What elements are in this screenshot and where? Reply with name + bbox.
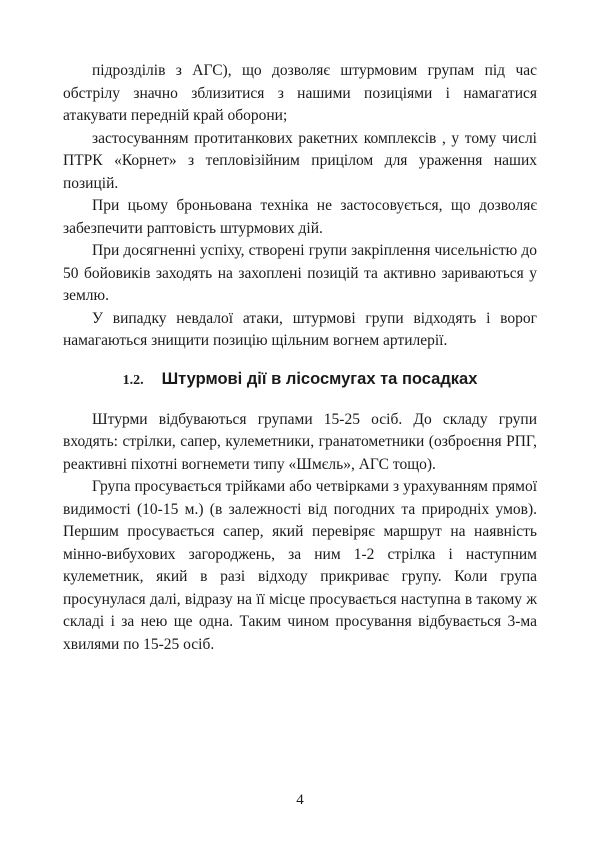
paragraph-antitank-missiles: застосуванням протитанкових ракетних комплексів , у тому числі ПТРК «Корнет» з тепловізійним прицілом для ураження наших позицій.: [63, 129, 537, 192]
paragraph-armor-not-used: При цьому броньована техніка не застосовується, що дозволяє забезпечити раптовість штурмових дій.: [63, 197, 537, 237]
document-page: [63, 60, 537, 656]
page-number: 4: [296, 792, 304, 808]
section-title: Штурмові дії в лісосмугах та посадках: [161, 369, 478, 388]
section-number: 1.2.: [122, 372, 144, 388]
paragraph-assault-groups: Штурми відбуваються групами 15-25 осіб. До складу групи входять: стрілки, сапер, кулеметники, гранатометники (озброєння РПГ, реактивні піхотні вогнемети типу «Шмєль», АГС тощо).: [63, 410, 537, 473]
paragraph-continuation: підрозділів з АГС), що дозволяє штурмовим групам під час обстрілу значно зблизитися з нашими позиціями і намагатися атакувати передній край оборони;: [63, 62, 537, 124]
paragraph-success-consolidation: При досягненні успіху, створені групи закріплення чисельністю до 50 бойовиків заходять на захоплені позицій та активно зариваються у землю.: [63, 242, 537, 304]
section-heading: [63, 368, 537, 392]
paragraph-failed-attack: У випадку невдалої атаки, штурмові групи відходять і ворог намагаються знищити позицію щільним вогнем артилерії.: [63, 309, 537, 349]
paragraph-group-movement: Група просувається трійками або четвірками з урахуванням прямої видимості (10-15 м.) (в залежності від погодних та природніх умов). Першим просувається сапер, який перевіряє маршрут на наявність мінно-вибухових загороджень, за ним 1-2 стрілка і наступним кулеметник, який в разі відходу прикриває групу. Коли група просунулася далі, відразу на її місце просувається наступна в такому ж складі і за нею ще одна. Таким чином просування відбувається 3-ма хвилями по 15-25 осіб.: [63, 478, 537, 653]
